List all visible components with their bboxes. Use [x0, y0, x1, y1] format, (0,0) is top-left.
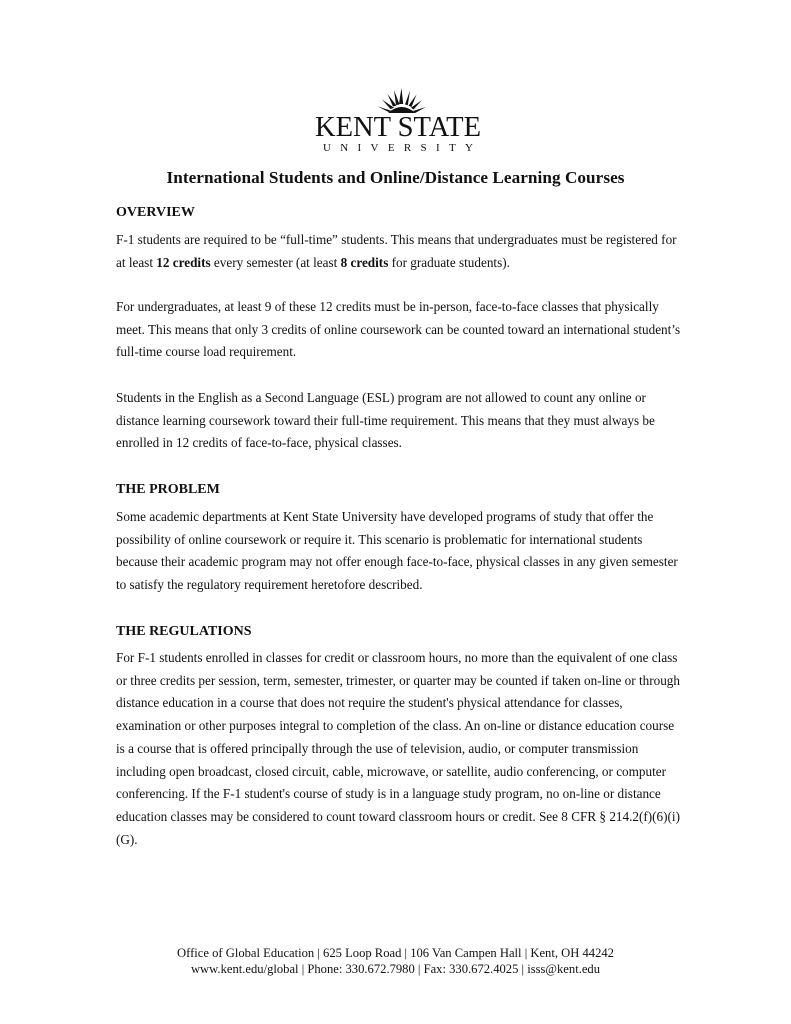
logo-subtitle: UNIVERSITY	[323, 142, 473, 154]
footer-contact-line: www.kent.edu/global | Phone: 330.672.7980 | Fax: 330.672.4025 | isss@kent.edu	[190, 961, 601, 976]
overview-p1-text-a: F-1 students are required to be “full-time” students. This means that undergraduates must be registered for at least	[116, 232, 677, 270]
regulations-paragraph: For F-1 students enrolled in classes for credit or classroom hours, no more than the equivalent of one class or three credits per session, term, semester, trimester, or quarter may be counted if taken on-line or through distance education in a course that does not require the student's physical attendance for classes, examination or other purposes integral to completion of the class. An on-line or distance education course is a course that is offered principally through the use of television, audio, or computer transmission including open broadcast, closed circuit, cable, microwave, or satellite, audio conferencing, or computer conferencing. If the F-1 student's course of study is in a language study program, no on-line or distance education classes may be considered to count toward classroom hours or credit. See 8 CFR § 214.2(f)(6)(i)(G).	[116, 650, 680, 847]
footer-address-line: Office of Global Education | 625 Loop Road | 106 Van Campen Hall | Kent, OH 44242	[177, 946, 614, 960]
regulations-heading: THE REGULATIONS	[116, 624, 252, 639]
overview-paragraph-2: For undergraduates, at least 9 of these 12 credits must be in-person, face-to-face classes that physically meet. This means that only 3 credits of online coursework can be counted toward an international student’s full-time course load requirement.	[116, 299, 681, 360]
document-title: International Students and Online/Distance Learning Courses	[166, 168, 625, 187]
overview-heading: OVERVIEW	[116, 205, 195, 220]
overview-p1-text-c: every semester (at least	[210, 254, 341, 270]
undergrad-credits-emphasis: 12 credits	[156, 254, 211, 270]
grad-credits-emphasis: 8 credits	[340, 254, 389, 270]
problem-heading: THE PROBLEM	[116, 482, 220, 497]
kent-state-logo	[308, 88, 488, 154]
kent-state-sun-logo-icon	[308, 88, 488, 154]
overview-paragraph-3: Students in the English as a Second Language (ESL) program are not allowed to count any online or distance learning coursework toward their full-time requirement. This means that they must always be enrolled in 12 credits of face-to-face, physical classes.	[116, 390, 655, 451]
problem-paragraph: Some academic departments at Kent State University have developed programs of study that offer the possibility of online coursework or require it. This scenario is problematic for international students because their academic program may not offer enough face-to-face, physical classes in any given semester to satisfy the regulatory requirement heretofore described.	[116, 509, 678, 593]
overview-p1-text-d: for graduate students).	[388, 254, 510, 270]
logo-wordmark: KENT STATE	[315, 111, 481, 143]
overview-paragraph-1	[116, 229, 686, 274]
page-footer	[0, 946, 791, 977]
